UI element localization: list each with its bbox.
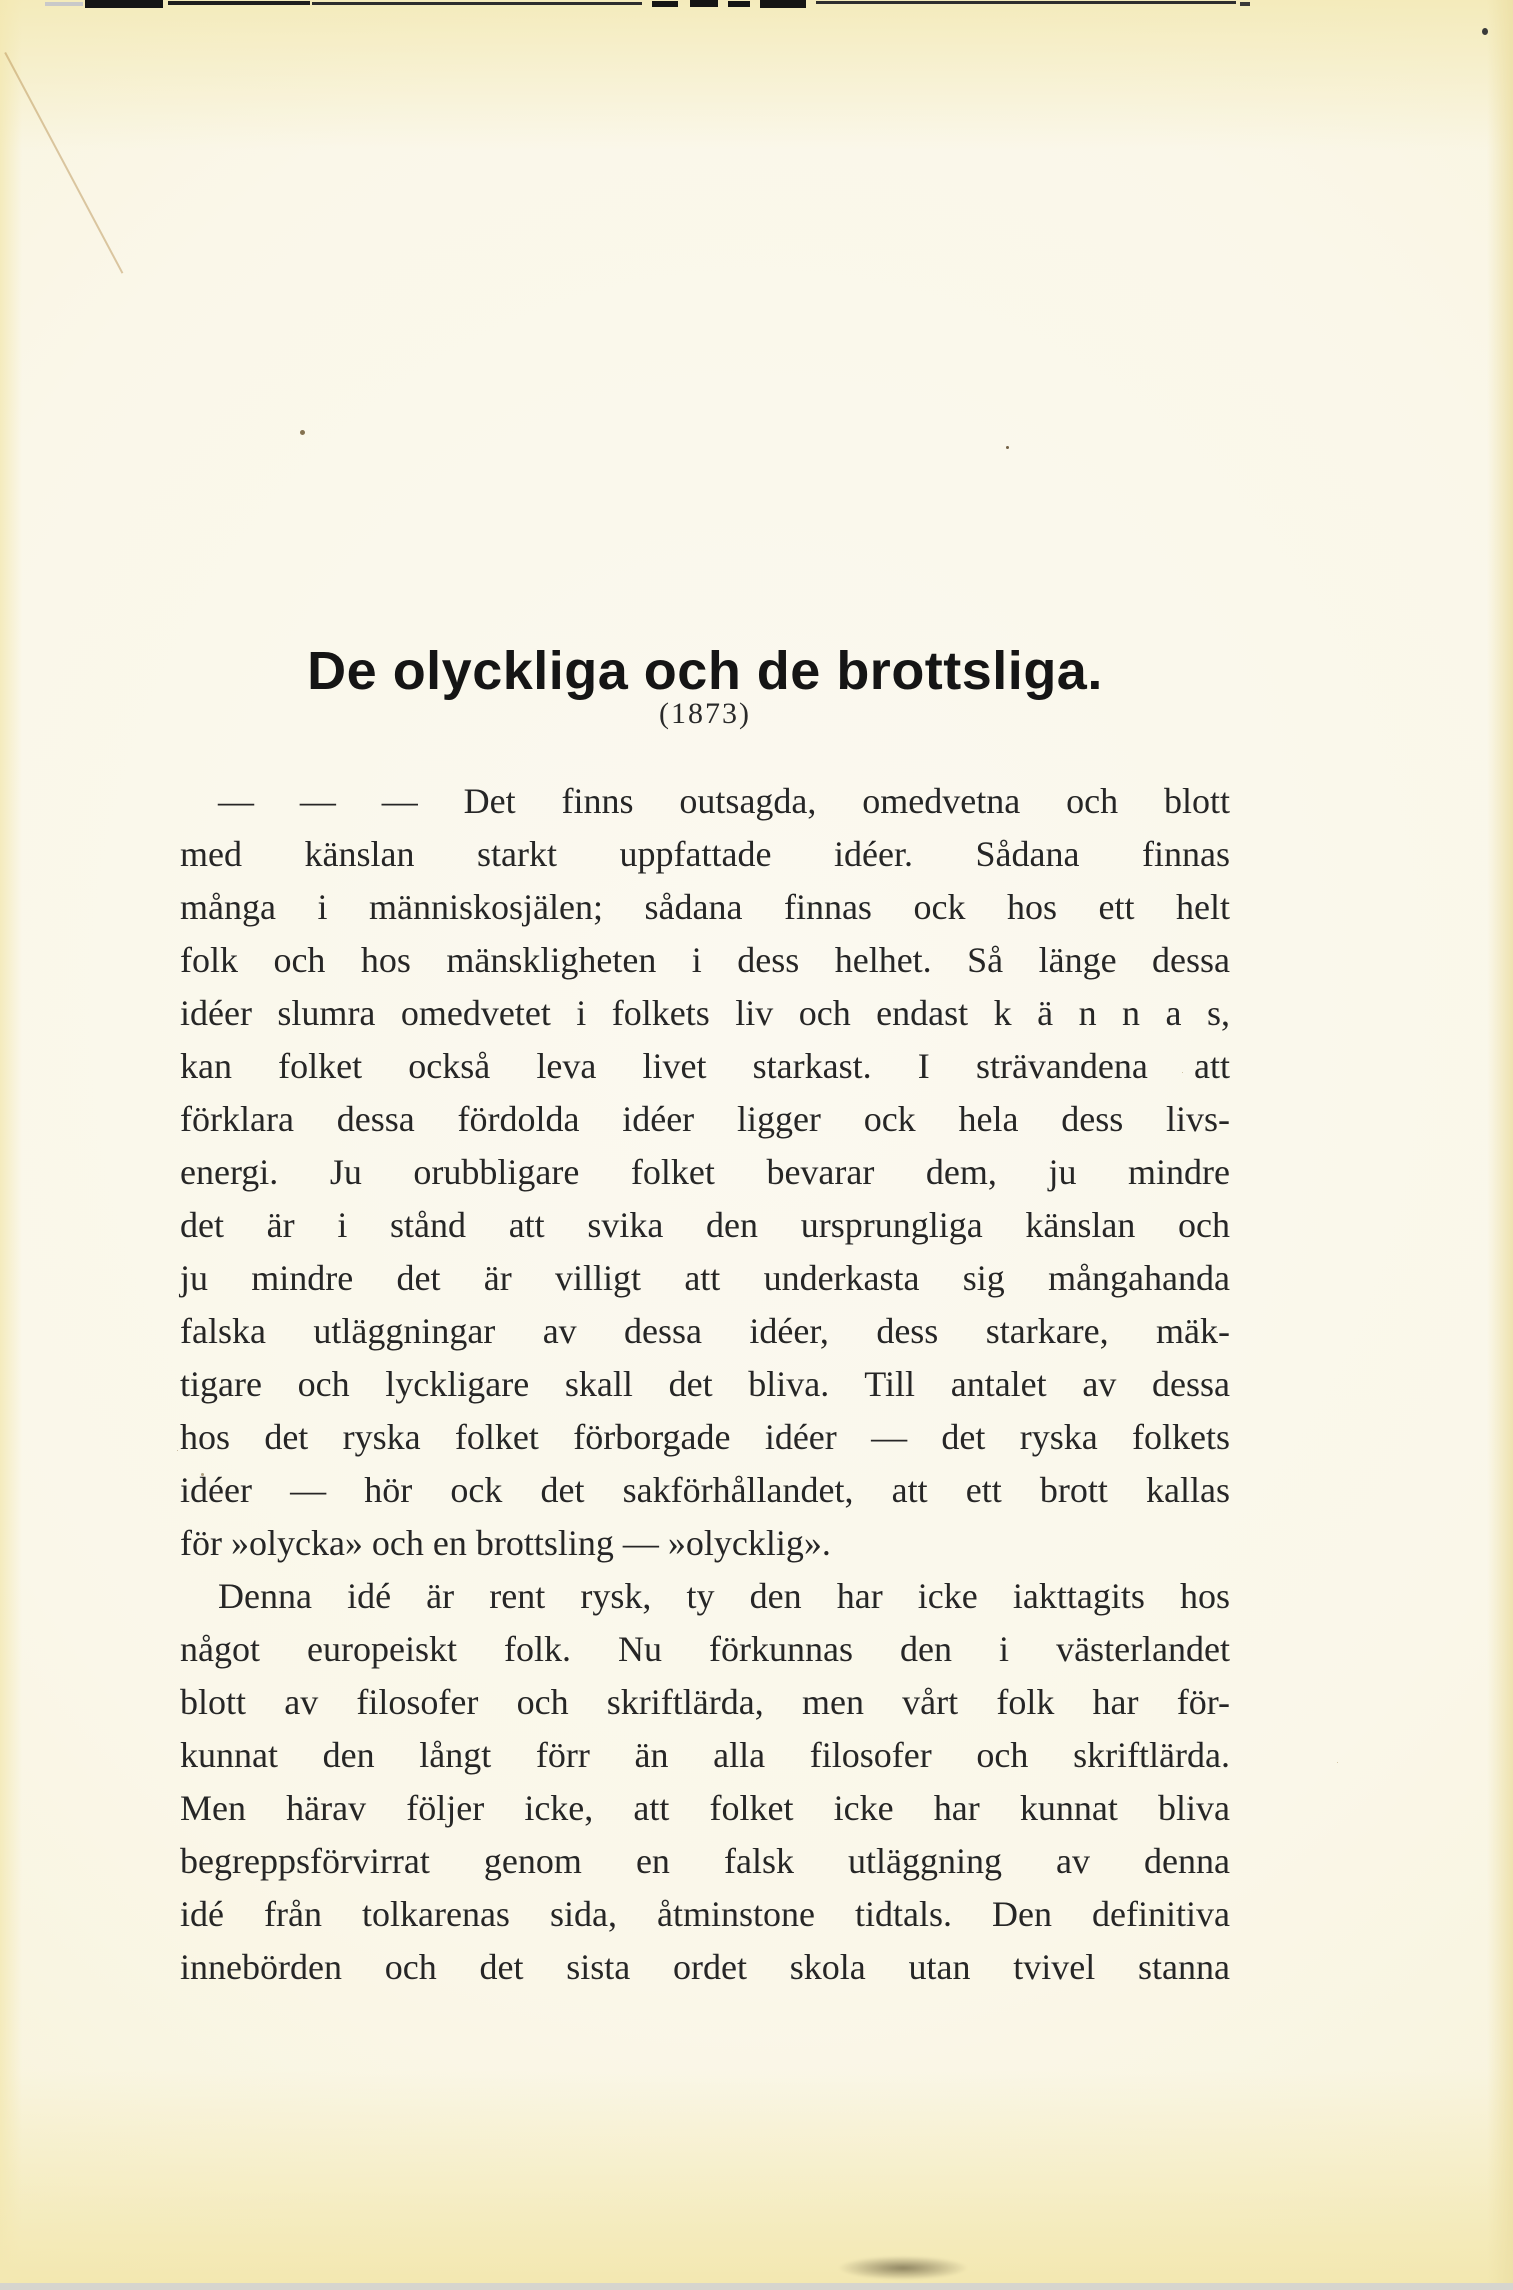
text-line: folk och hos mänskligheten i dess helhet. Så länge dessa [180,940,1230,980]
text-line: många i människosjälen; sådana finnas ock hos ett helt [180,887,1230,927]
scan-bottom-strip [0,2283,1513,2290]
scan-smudge-bottom [838,2256,968,2280]
text-line: innebörden och det sista ordet skola utan tvivel stanna [180,1947,1230,1987]
text-line: kunnat den långt förr än alla filosofer och skriftlärda. [180,1735,1230,1775]
text-line: blott av filosofer och skriftlärda, men vårt folk har för- [180,1682,1230,1722]
text-line: begreppsförvirrat genom en falsk utläggning av denna [180,1841,1230,1881]
text-line: det är i stånd att svika den ursprungliga känslan och [180,1205,1230,1245]
body-text [180,775,1230,1994]
text-line: något europeiskt folk. Nu förkunnas den i västerlandet [180,1629,1230,1669]
scan-edge-tint-right [1487,0,1513,2290]
scan-edge-tint-top [0,0,1513,150]
text-line: förklara dessa fördolda idéer ligger ock hela dess livs- [180,1099,1230,1139]
text-line: Men härav följer icke, att folket icke har kunnat bliva [180,1788,1230,1828]
text-line: tigare och lyckligare skall det bliva. Till antalet av dessa [180,1364,1230,1404]
text-line: falska utläggningar av dessa idéer, dess starkare, mäk- [180,1311,1230,1351]
scan-specks [300,430,305,435]
text-line: ju mindre det är villigt att underkasta sig mångahanda [180,1258,1230,1298]
scan-speck-top-right [1482,28,1488,35]
text-line: med känslan starkt uppfattade idéer. Sådana finnas [180,834,1230,874]
scan-edge-tint-bottom [0,2070,1513,2290]
text-line: idéer — hör ock det sakförhållandet, att ett brott kallas [180,1470,1230,1510]
text-line: hos det ryska folket förborgade idéer — det ryska folkets [180,1417,1230,1457]
scan-edge-tint-left [0,0,22,2290]
text-line: idéer slumra omedvetet i folkets liv och endast k ä n n a s, [180,993,1230,1033]
text-line: för »olycka» och en brottsling — »olycklig». [180,1523,831,1563]
page-year: (1873) [659,697,751,730]
text-line: kan folket också leva livet starkast. I strävandena att [180,1046,1230,1086]
text-line: Denna idé är rent rysk, ty den har icke iakttagits hos [218,1576,1230,1616]
text-line: idé från tolkarenas sida, åtminstone tidtals. Den definitiva [180,1894,1230,1934]
text-line: energi. Ju orubbligare folket bevarar dem, ju mindre [180,1152,1230,1192]
text-line: — — — Det finns outsagda, omedvetna och blott [218,781,1230,821]
page-title: De olyckliga och de brottsliga. [307,641,1103,702]
